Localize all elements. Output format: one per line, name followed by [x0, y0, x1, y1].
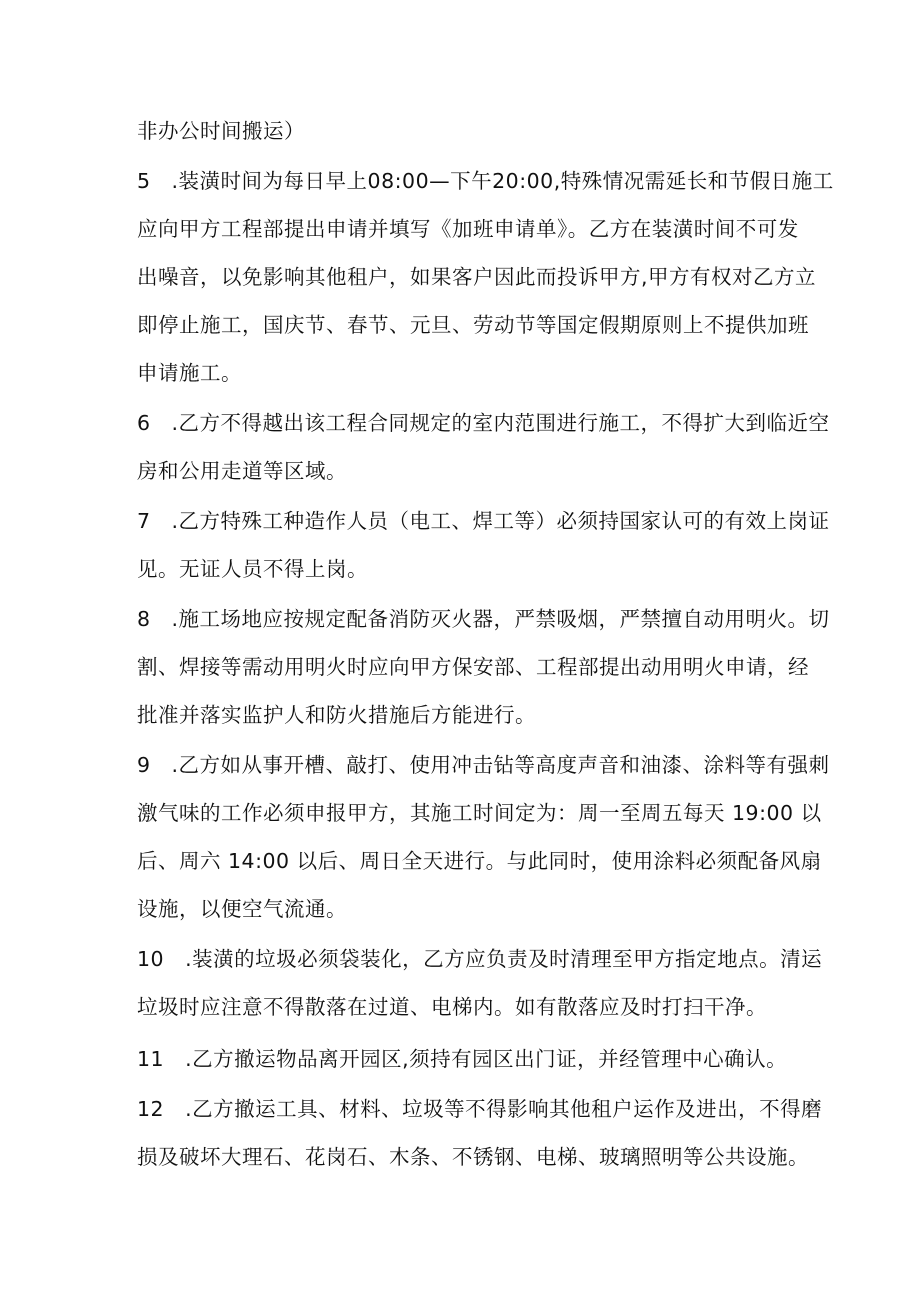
- text-line-1: 非办公时间搬运）: [137, 119, 305, 143]
- text-line-6: 申请施工。: [137, 361, 242, 385]
- text-line-4: 出噪音，以免影响其他租户，如果客户因此而投诉甲方,甲方有权对乙方立: [137, 265, 817, 289]
- text-line-21: 12 .乙方撤运工具、材料、垃圾等不得影响其他租户运作及进出，不得磨: [137, 1097, 823, 1121]
- text-line-9: 7 .乙方特殊工种造作人员（电工、焊工等）必须持国家认可的有效上岗证: [137, 509, 830, 533]
- text-line-14: 9 .乙方如从事开槽、敲打、使用冲击钻等高度声音和油漆、涂料等有强刺: [137, 753, 830, 777]
- text-line-3: 应向甲方工程部提出申请并填写《加班申请单》。乙方在装潢时间不可发: [137, 217, 799, 241]
- text-line-15: 激气味的工作必须申报甲方，其施工时间定为：周一至周五每天 19:00 以: [137, 801, 822, 825]
- text-line-5: 即停止施工，国庆节、春节、元旦、劳动节等国定假期原则上不提供加班: [137, 313, 809, 337]
- text-line-16: 后、周六 14:00 以后、周日全天进行。与此同时，使用涂料必须配备风扇: [137, 849, 822, 873]
- text-line-19: 垃圾时应注意不得散落在过道、电梯内。如有散落应及时打扫干净。: [137, 995, 767, 1019]
- text-line-7: 6 .乙方不得越出该工程合同规定的室内范围进行施工，不得扩大到临近空: [137, 411, 830, 435]
- text-line-17: 设施，以便空气流通。: [137, 897, 347, 921]
- text-line-13: 批准并落实监护人和防火措施后方能进行。: [137, 703, 536, 727]
- text-line-18: 10 .装潢的垃圾必须袋装化，乙方应负责及时清理至甲方指定地点。清运: [137, 947, 823, 971]
- text-line-8: 房和公用走道等区域。: [137, 459, 347, 483]
- text-line-11: 8 .施工场地应按规定配备消防灭火器，严禁吸烟，严禁擅自动用明火。切: [137, 607, 830, 631]
- text-line-22: 损及破坏大理石、花岗石、木条、不锈钢、电梯、玻璃照明等公共设施。: [137, 1145, 809, 1169]
- text-line-10: 见。无证人员不得上岗。: [137, 557, 368, 581]
- text-line-2: 5 .装潢时间为每日早上08:00—下午20:00,特殊情况需延长和节假日施工: [137, 169, 834, 193]
- text-line-12: 割、焊接等需动用明火时应向甲方保安部、工程部提出动用明火申请，经: [137, 655, 809, 679]
- text-line-20: 11 .乙方撤运物品离开园区,须持有园区出门证，并经管理中心确认。: [137, 1047, 788, 1071]
